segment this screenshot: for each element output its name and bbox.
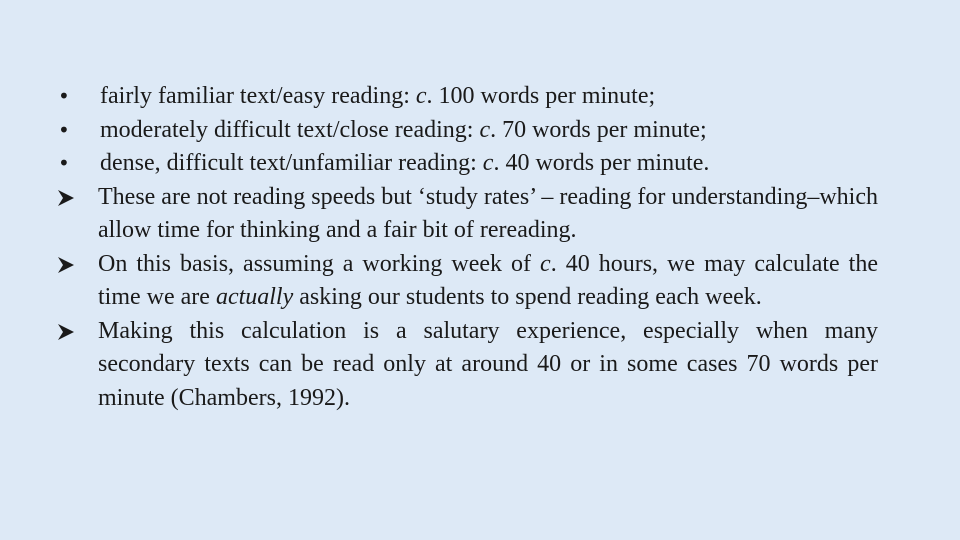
list-item-text: Making this calculation is a salutary experience, especially when many secondary texts can be read only at around 40 or in some cases 70 words per minute (Chambers, 1992). <box>98 317 878 411</box>
list-item <box>56 181 878 248</box>
bullet-icon: • <box>58 84 70 108</box>
reading-rates-list <box>56 80 878 415</box>
list-item-text: moderately difficult text/close reading: c. 70 words per minute; <box>100 116 707 143</box>
list-item <box>56 114 878 148</box>
arrow-bullet-icon <box>56 248 98 275</box>
list-item-text: These are not reading speeds but ‘study rates’ – reading for understanding–which allow time for thinking and a fair bit of rereading. <box>98 183 878 243</box>
list-item <box>56 315 878 416</box>
bullet-icon: • <box>58 117 70 142</box>
list-item-text: On this basis, assuming a working week of c. 40 hours, we may calculate the time we are actually asking our students to spend reading each week. <box>98 250 878 310</box>
list-item <box>56 147 878 181</box>
arrow-bullet-icon <box>56 181 98 208</box>
list-item-text: fairly familiar text/easy reading: c. 100 words per minute; <box>100 83 656 109</box>
bullet-icon: • <box>58 151 70 175</box>
list-item <box>56 80 878 114</box>
arrow-bullet-icon <box>56 315 98 342</box>
list-item-text: dense, difficult text/unfamiliar reading: c. 40 words per minute. <box>100 150 710 176</box>
list-item <box>56 248 878 315</box>
